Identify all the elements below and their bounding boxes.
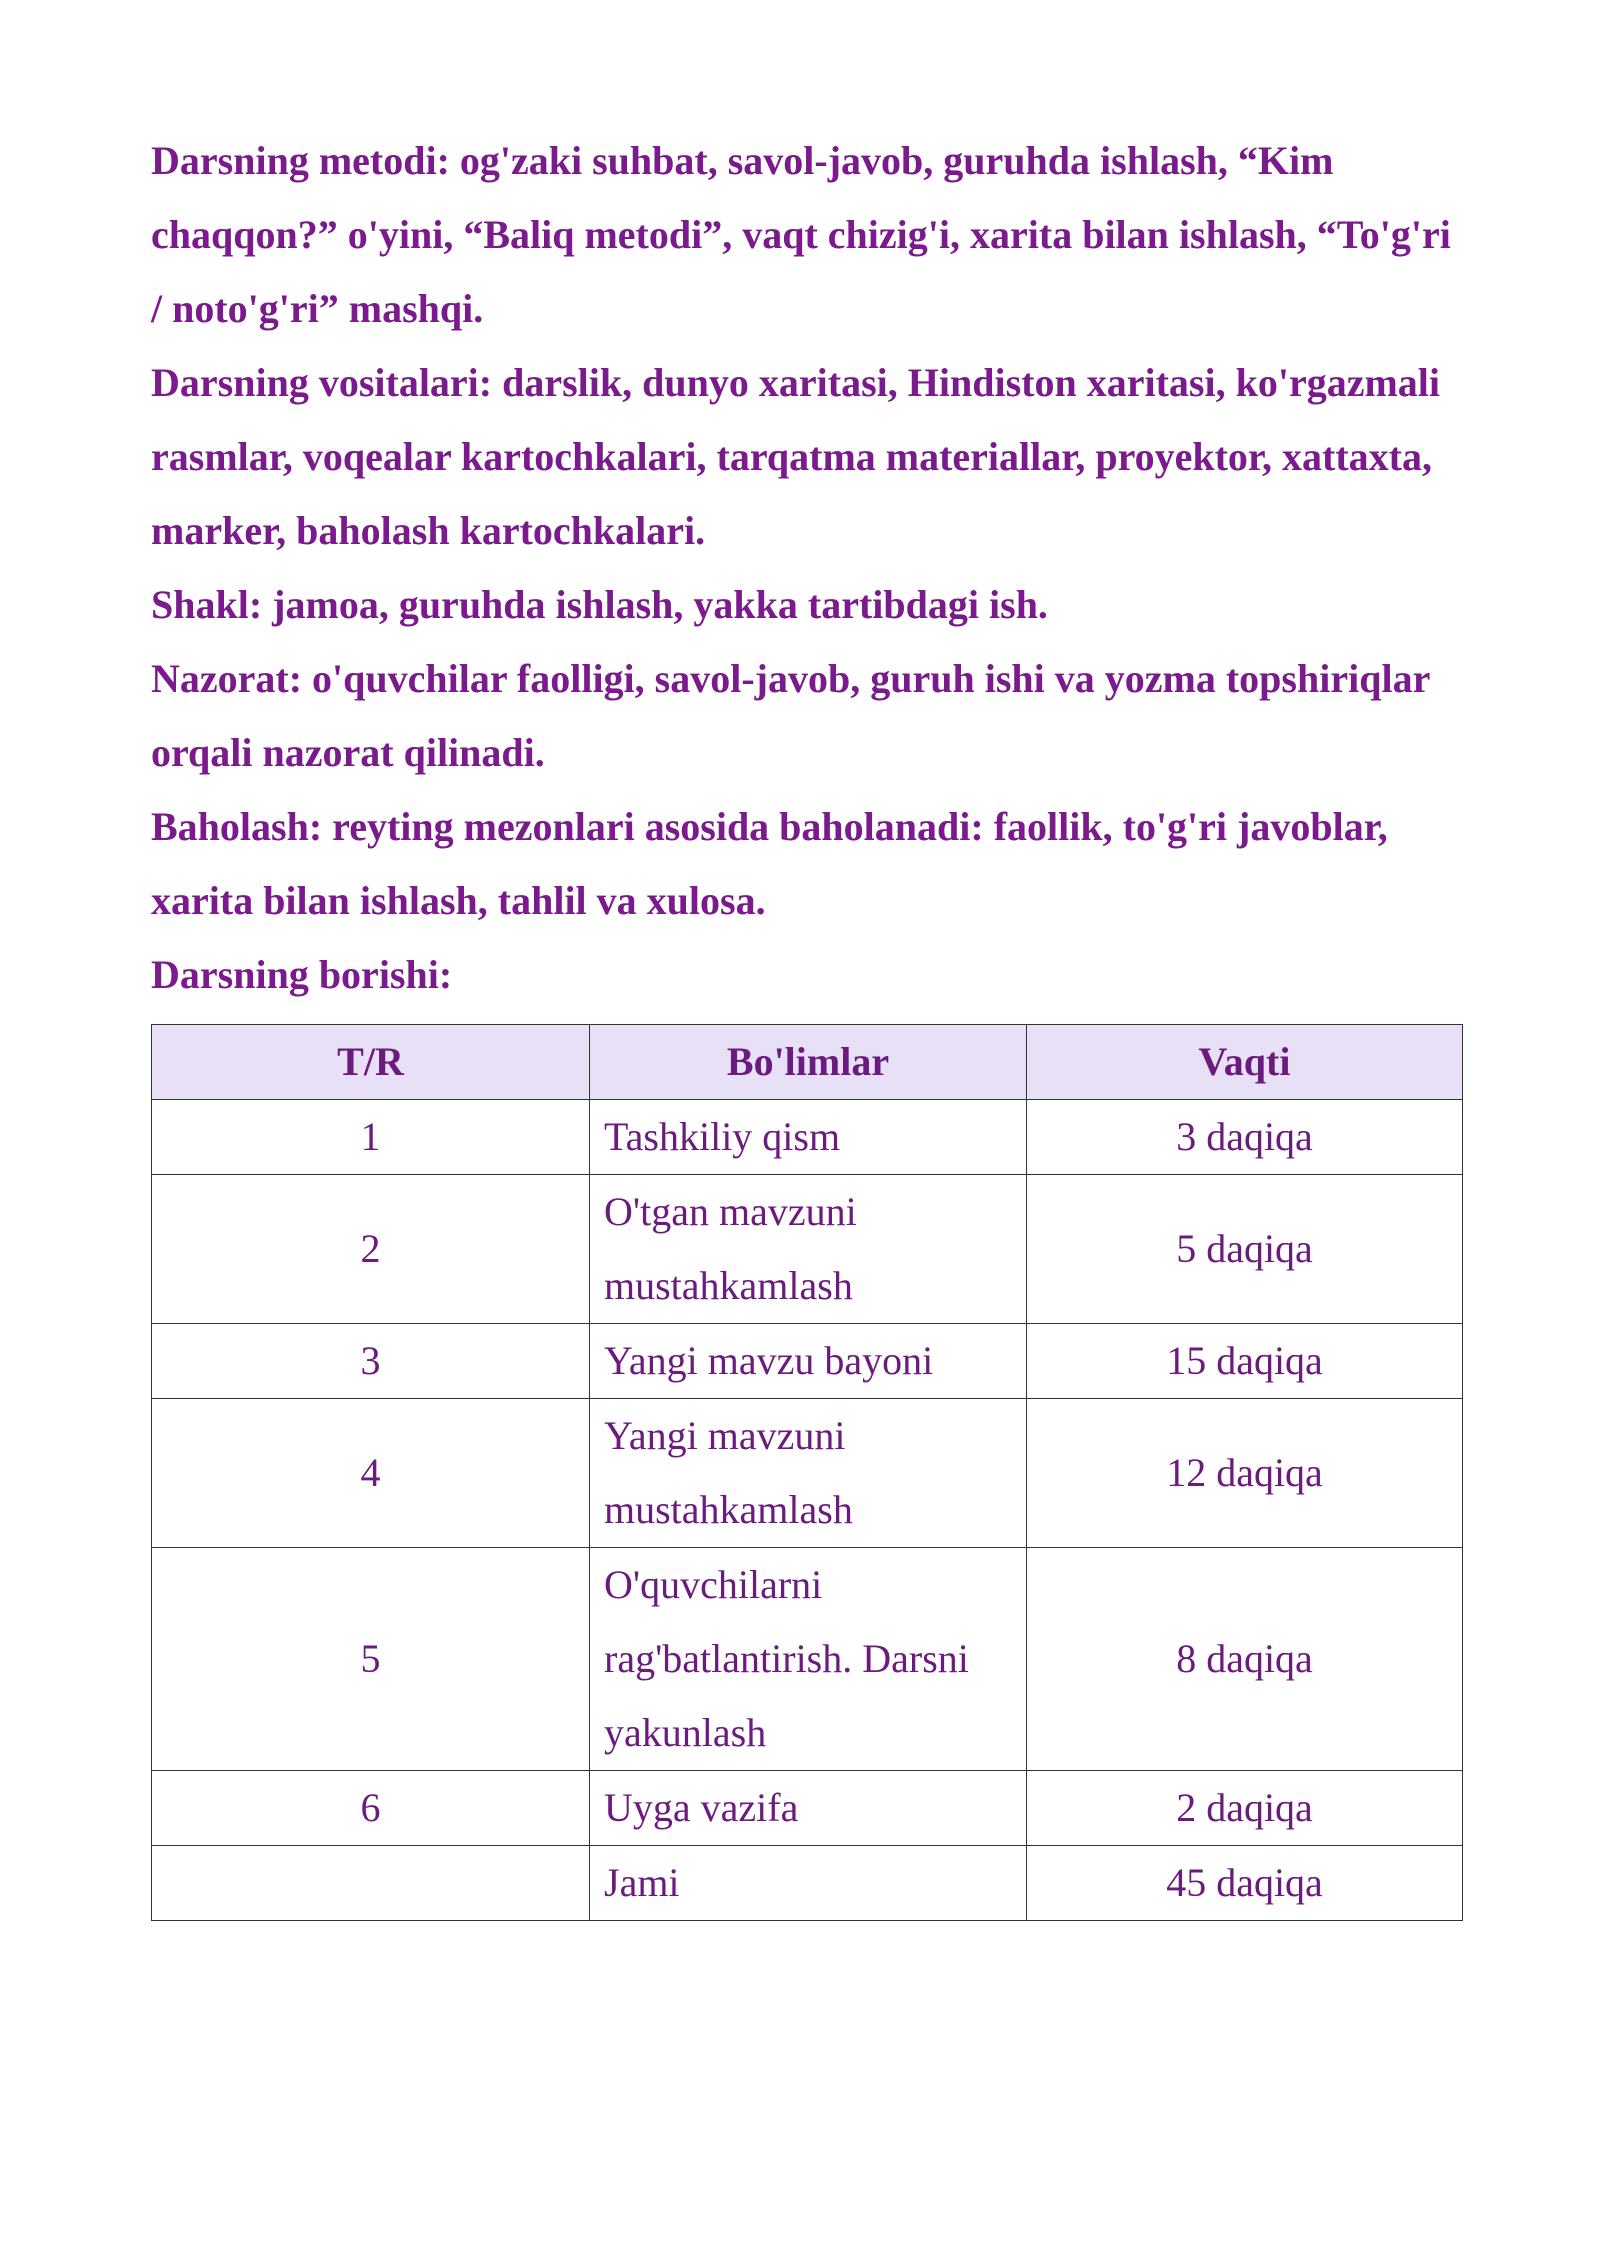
row-section: Tashkiliy qism bbox=[590, 1100, 1027, 1175]
row-time: 3 daqiqa bbox=[1027, 1100, 1463, 1175]
row-number: 6 bbox=[152, 1771, 590, 1846]
lesson-plan-table bbox=[151, 1024, 1463, 1921]
row-time: 5 daqiqa bbox=[1027, 1175, 1463, 1324]
form-paragraph: Shakl: jamoa, guruhda ishlash, yakka tartibdagi ish. bbox=[151, 582, 1048, 627]
row-section: Yangi mavzuni mustahkamlash bbox=[590, 1399, 1027, 1548]
row-time: 45 daqiqa bbox=[1027, 1846, 1463, 1921]
lesson-progress-heading: Darsning borishi: bbox=[151, 952, 453, 997]
row-time: 8 daqiqa bbox=[1027, 1548, 1463, 1771]
row-time: 2 daqiqa bbox=[1027, 1771, 1463, 1846]
lesson-info bbox=[151, 0, 1461, 1012]
table-row bbox=[152, 1175, 1463, 1324]
table-row bbox=[152, 1399, 1463, 1548]
table-row bbox=[152, 1548, 1463, 1771]
header-number: T/R bbox=[152, 1025, 590, 1100]
row-section: Uyga vazifa bbox=[590, 1771, 1027, 1846]
row-number: 4 bbox=[152, 1399, 590, 1548]
row-number: 2 bbox=[152, 1175, 590, 1324]
table-header-row bbox=[152, 1025, 1463, 1100]
row-section: O'tgan mavzuni mustahkamlash bbox=[590, 1175, 1027, 1324]
table-row bbox=[152, 1100, 1463, 1175]
table-row bbox=[152, 1771, 1463, 1846]
tools-paragraph: Darsning vositalari: darslik, dunyo xaritasi, Hindiston xaritasi, ko'rgazmali rasmlar, voqealar kartochkalari, tarqatma materiallar, proyektor, xattaxta, marker, baholash kartochkalari. bbox=[151, 360, 1441, 553]
row-section: O'quvchilarni rag'batlantirish. Darsni yakunlash bbox=[590, 1548, 1027, 1771]
header-sections: Bo'limlar bbox=[590, 1025, 1027, 1100]
document-page bbox=[151, 0, 1461, 1921]
lesson-plan-table-wrap bbox=[151, 1024, 1461, 1921]
row-number: 3 bbox=[152, 1324, 590, 1399]
row-number bbox=[152, 1846, 590, 1921]
assessment-paragraph: Baholash: reyting mezonlari asosida baholanadi: faollik, to'g'ri javoblar, xarita bilan ishlash, tahlil va xulosa. bbox=[151, 804, 1388, 923]
methods-paragraph: Darsning metodi: og'zaki suhbat, savol-javob, guruhda ishlash, “Kim chaqqon?” o'yini, “Baliq metodi”, vaqt chizig'i, xarita bilan ishlash, “To'g'ri / noto'g'ri” mashqi. bbox=[151, 138, 1451, 331]
table-row bbox=[152, 1324, 1463, 1399]
row-time: 12 daqiqa bbox=[1027, 1399, 1463, 1548]
row-number: 5 bbox=[152, 1548, 590, 1771]
row-section: Yangi mavzu bayoni bbox=[590, 1324, 1027, 1399]
row-time: 15 daqiqa bbox=[1027, 1324, 1463, 1399]
table-total-row bbox=[152, 1846, 1463, 1921]
header-time: Vaqti bbox=[1027, 1025, 1463, 1100]
row-number: 1 bbox=[152, 1100, 590, 1175]
control-paragraph: Nazorat: o'quvchilar faolligi, savol-javob, guruh ishi va yozma topshiriqlar orqali nazorat qilinadi. bbox=[151, 656, 1430, 775]
row-section: Jami bbox=[590, 1846, 1027, 1921]
